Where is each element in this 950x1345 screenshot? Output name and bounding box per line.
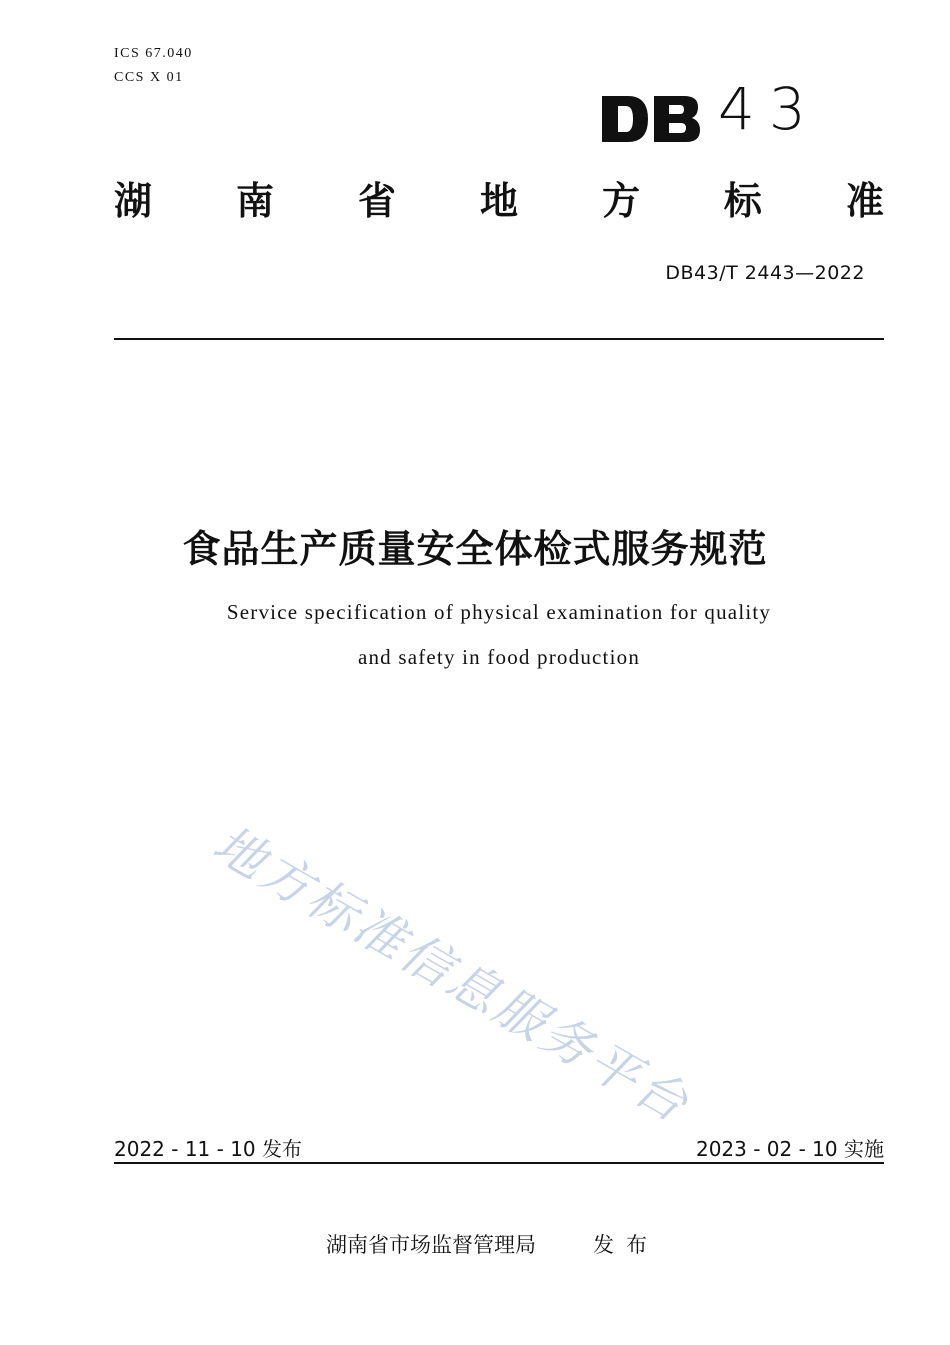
- standard-code: DB43/T 2443—2022: [665, 262, 865, 284]
- ics-code: ICS 67.040: [114, 46, 193, 61]
- standard-type-char: 准: [845, 179, 884, 223]
- standard-type-char: 湖: [114, 179, 153, 223]
- publisher: 湖南省市场监督管理局: [326, 1233, 536, 1257]
- db-logo: [600, 94, 702, 144]
- standard-type-char: 标: [723, 179, 762, 223]
- document-title-english-line1: Service specification of physical examination for quality: [226, 600, 772, 624]
- bottom-divider: [114, 1162, 884, 1164]
- publish-label: 发布: [593, 1233, 659, 1257]
- implementation-date: 2023 - 02 - 10 实施: [695, 1137, 884, 1161]
- db-number: 43: [718, 75, 820, 143]
- standard-type-char: 南: [235, 179, 274, 223]
- ccs-code: CCS X 01: [114, 70, 184, 85]
- issue-date: 2022 - 11 - 10 发布: [114, 1137, 303, 1161]
- document-title-chinese: 食品生产质量安全体检式服务规范: [182, 527, 768, 571]
- document-title-english-line2: and safety in food production: [357, 645, 641, 669]
- standard-type-char: 省: [357, 179, 396, 223]
- standard-type-char: 方: [601, 179, 640, 223]
- standard-type-char: 地: [479, 179, 518, 223]
- top-divider: [114, 338, 884, 340]
- watermark: 地方标准信息服务平台: [203, 814, 701, 1135]
- standard-type-title: [114, 179, 884, 223]
